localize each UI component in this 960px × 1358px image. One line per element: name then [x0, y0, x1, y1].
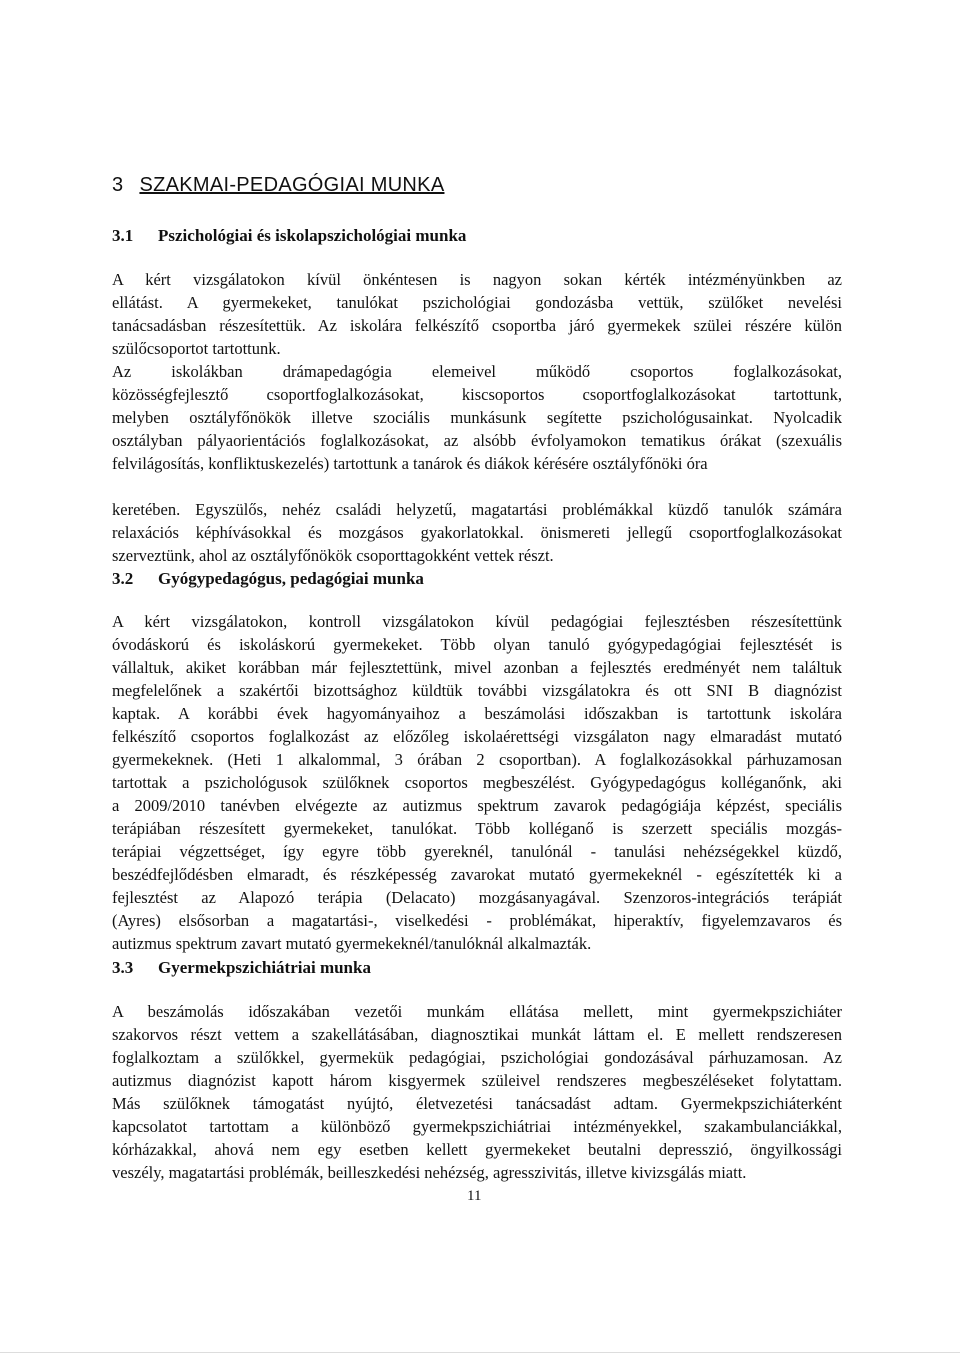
- text-line: gyermekeknek. (Heti 1 alkalommal, 3 órában 2 csoportban). A foglalkozásokkal párhuzamosan: [112, 750, 842, 769]
- subsection-number: 3.3: [112, 958, 134, 977]
- text-line: szerveztünk, ahol az osztályfőnökök csoporttagokként vettek részt.: [112, 546, 554, 565]
- paragraph-3-2: [112, 610, 842, 955]
- text-line: kaptak. A korábbi évek hagyományaihoz a beszámolási időszakban is tartottunk iskolára: [112, 704, 842, 723]
- subsection-number: 3.2: [112, 569, 134, 588]
- paragraph-3-1: [112, 268, 842, 567]
- text-line: fejlesztést az Alapozó terápia (Delacato) mozgásanyagával. Szenzoros-integrációs terápiát: [112, 888, 842, 907]
- text-line: relaxációs képhívásokkal és mozgásos gyakorlatokkal. önismereti jellegű csoportfoglalkozásokat: [112, 523, 842, 542]
- text-line: A kért vizsgálatokon, kontroll vizsgálatokon kívül pedagógiai fejlesztésben részesítettünk: [112, 612, 842, 631]
- text-line: kórházakkal, ahová nem egy esetben kellett gyermekeket beutalni depresszió, öngyilkossági: [112, 1140, 842, 1159]
- text-line: terápiában részesített gyermekeket, tanulókat. Több kolléganő is szerzett speciális mozgás-: [112, 819, 842, 838]
- text-line: vállaltuk, akiket korábban már fejlesztettünk, mivel azonban a fejlesztés eredményét nem találtuk: [112, 658, 842, 677]
- section-title: SZAKMAI-PEDAGÓGIAI MUNKA: [139, 174, 445, 196]
- text-line: foglalkoztam a szülőkkel, gyermekük pedagógiai, pszichológiai gondozásával párhuzamosan. Az: [112, 1048, 842, 1067]
- paragraph-3-3: [112, 1000, 842, 1184]
- text-line: veszély, magatartási problémák, beilleszkedési nehézség, agresszivitás, illetve kivizsgálás miatt.: [112, 1163, 747, 1182]
- text-line: A kért vizsgálatokon kívül önkéntesen is nagyon sokan kérték intézményünkben az: [112, 270, 842, 289]
- text-line: beszédfejlődésben elmaradt, és részképesség zavarokat mutató gyermekeknél - egészítették ki a: [112, 865, 842, 884]
- text-line: (Ayres) elsősorban a magatartási-, viselkedési - problémákat, hiperaktív, figyelemzavaros és: [112, 911, 842, 930]
- subsection-heading-3-2: [112, 569, 424, 589]
- subsection-title: Gyermekpszichiátriai munka: [158, 958, 371, 977]
- text-line: terápiai végzettséget, így egyre több gyereknél, tanulónál - tanulási nehézségekkel küzdő,: [112, 842, 842, 861]
- text-line: felvilágosítás, konfliktuskezelés) tartottunk a tanárok és diákok kérésére osztályfőnöki óra: [112, 454, 708, 473]
- text-line: Más szülőknek támogatást nyújtó, életvezetési tanácsadást adtam. Gyermekpszichiáterként: [112, 1094, 842, 1113]
- text-line: ellátást. A gyermekeket, tanulókat pszichológiai gondozásba vettük, szülőket nevelési: [112, 293, 842, 312]
- subsection-heading-3-1: [112, 226, 466, 246]
- text-line: közösségfejlesztő csoportfoglalkozásokat, kiscsoportos csoportfoglalkozásokat tartottunk,: [112, 385, 842, 404]
- subsection-number: 3.1: [112, 226, 134, 245]
- text-line: tanácsadásban részesítettük. Az iskolára felkészítő csoportba járó gyermekek szülei részére külön: [112, 316, 842, 335]
- subsection-heading-3-3: [112, 958, 371, 978]
- text-line: megfelelőnek a szakértői bizottsághoz küldtük további vizsgálatokra és ott SNI B diagnózist: [112, 681, 842, 700]
- text-line: autizmus spektrum zavart mutató gyermekeknél/tanulóknál alkalmazták.: [112, 934, 592, 953]
- text-line: Az iskolákban drámapedagógia elemeivel működő csoportos foglalkozásokat,: [112, 362, 842, 381]
- text-line: a 2009/2010 tanévben elvégezte az autizmus spektrum zavarok pedagógiája képzést, speciális: [112, 796, 842, 815]
- text-line: szülőcsoportot tartottunk.: [112, 339, 281, 358]
- scan-edge: [0, 1352, 960, 1353]
- text-line: felkészítő csoportos foglalkozást az előzőleg iskolaérettségi vizsgálaton nagy elmaradást mutató: [112, 727, 842, 746]
- text-line: A beszámolás időszakában vezetői munkám ellátása mellett, mint gyermekpszichiáter: [112, 1002, 842, 1021]
- text-line: melyben osztályfőnökök illetve szociális munkásunk segítette pszichológusainkat. Nyolcadik: [112, 408, 842, 427]
- subsection-title: Pszichológiai és iskolapszichológiai munka: [158, 226, 467, 245]
- section-heading: [112, 174, 444, 197]
- text-line: kapcsolatot tartottam a különböző gyermekpszichiátriai intézményekkel, szakambulanciákkal,: [112, 1117, 842, 1136]
- text-line: osztályban pályaorientációs foglalkozásokat, az alsóbb évfolyamokon tematikus órákat (szexuális: [112, 431, 842, 450]
- subsection-title: Gyógypedagógus, pedagógiai munka: [158, 569, 424, 588]
- section-number: 3: [112, 174, 124, 196]
- blank-line: [112, 475, 842, 498]
- text-line: óvodáskorú és iskoláskorú gyermekeket. Több olyan tanuló gyógypedagógiai fejlesztését is: [112, 635, 842, 654]
- text-line: szakorvos részt vettem a szakellátásában, diagnosztikai munkát láttam el. E mellett rendszeresen: [112, 1025, 842, 1044]
- text-line: tartottak a pszichológusok szülőknek csoportos megbeszélést. Gyógypedagógus kolléganőnk, aki: [112, 773, 842, 792]
- text-line: keretében. Egyszülős, nehéz családi helyzetű, magatartási problémákkal küzdő tanulók számára: [112, 500, 842, 519]
- text-line: autizmus diagnózist kapott három kisgyermek szüleivel rendszeres megbeszéléseket folytattam.: [112, 1071, 842, 1090]
- page-number: 11: [467, 1188, 482, 1204]
